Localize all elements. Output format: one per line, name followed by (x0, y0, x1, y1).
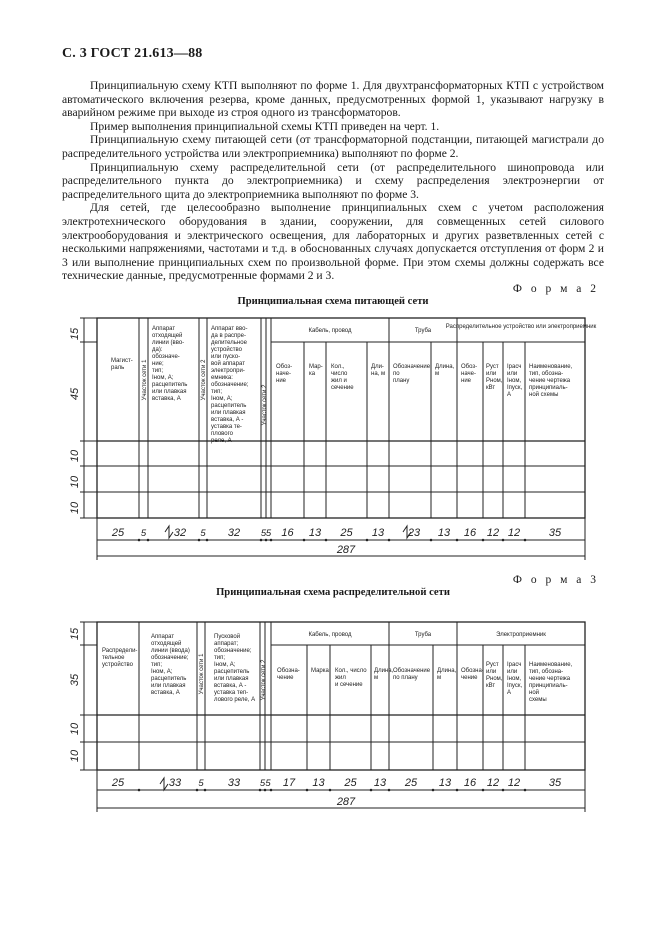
header-line: или (486, 669, 497, 675)
header-line: на, м (371, 371, 386, 377)
header-line: расцепитель (214, 669, 250, 675)
col-main-header (102, 648, 137, 668)
width-label: 23 (407, 527, 421, 539)
header-line: ка (309, 371, 316, 377)
paragraph: Пример выполнения принципиальной схемы КТП приведен на черт. 1. (90, 119, 440, 133)
col-dev-p-header (486, 364, 503, 391)
header-line: Аппарат (152, 326, 176, 332)
header-line: Pном, (486, 676, 503, 682)
header-line: отходящей (152, 333, 183, 339)
header-line: наче- (461, 371, 476, 377)
header-line: расцепитель (152, 382, 188, 388)
header-line: устройство (102, 662, 133, 668)
header-line: линии (вво- (152, 340, 185, 346)
header-line: или плавкая (211, 410, 246, 416)
header-line: Iном, (507, 378, 522, 384)
group-device-header: Электроприемник (496, 632, 546, 638)
col-cable-oboz-header (276, 364, 292, 384)
header-line: ние (276, 378, 287, 384)
header-line: Pуст (486, 364, 499, 370)
header-line: чение чертежа (529, 676, 571, 682)
header-line: Обозна- (277, 668, 300, 674)
width-label: 12 (486, 777, 500, 789)
header-line: А (507, 392, 512, 398)
total-width-label: 287 (336, 796, 356, 808)
group-pipe-header: Труба (414, 328, 432, 334)
width-label: 13 (308, 527, 322, 539)
col-dev-name-header (529, 662, 573, 703)
header-line: сечение (331, 385, 354, 391)
col-cable-mark-header (311, 668, 329, 674)
header-line: кВт (486, 385, 496, 391)
header-line: тип, обозна- (529, 669, 564, 675)
header-line: Обоз- (461, 364, 478, 370)
header-line: Iрасч (507, 662, 522, 668)
header-line: м (374, 675, 379, 681)
header-line: число (331, 371, 348, 377)
header-line: реле, А (211, 438, 232, 444)
width-label: 25 (111, 527, 125, 539)
width-label: 32 (173, 527, 187, 539)
header-line: делительное (211, 340, 247, 346)
height-label: 10 (69, 449, 81, 463)
header-line: емника: (211, 375, 233, 381)
height-label: 15 (69, 327, 81, 341)
header-line: Iпуск, (507, 683, 523, 689)
group-cable-header: Кабель, провод (308, 632, 352, 638)
col-cable-mark-header (309, 364, 323, 377)
header-line: ной схемы (529, 392, 559, 398)
header-line: тип; (214, 655, 226, 661)
header-line: да): (152, 347, 163, 353)
col-cable-kol-header (331, 364, 354, 391)
header-line: Магист- (111, 358, 133, 364)
header-line: чение чертежа (529, 378, 571, 384)
header-line: электропри- (211, 368, 245, 374)
width-label: 5 (259, 778, 266, 789)
header-line: наче- (276, 371, 291, 377)
header-line: тельное (102, 655, 125, 661)
width-label: 12 (486, 527, 500, 539)
header-line: Кол., число (335, 668, 367, 674)
form2-label: Ф о р м а 2 (512, 283, 599, 295)
width-label: 32 (227, 527, 241, 539)
col-app1-header (151, 634, 190, 696)
width-label: 33 (227, 777, 241, 789)
header-line: Pуст (486, 662, 499, 668)
paragraph: Принципиальную схему распределительной сети (от распределительного шинопровода или распределительного пункта до электроприемника) и схему распределения электроэнергии от распределительного щита до электроприемника выполняют по форме 3. (62, 160, 604, 201)
col-main-header (111, 358, 133, 371)
header-line: Iном, А; (214, 662, 236, 668)
header-line: и сечение (335, 682, 363, 688)
header-line: по (393, 371, 400, 377)
col-uch2-header: Участок сети 2 (201, 359, 207, 401)
header-line: тип; (152, 368, 164, 374)
header-line: Iпуск, (507, 385, 523, 391)
header-line: обозначение; (211, 382, 249, 388)
width-label: 13 (437, 527, 451, 539)
header-line: или плавкая (151, 683, 186, 689)
width-label: 13 (373, 777, 387, 789)
col-uch2-header: Участок сети 2 (261, 659, 267, 701)
header-line: Iрасч (507, 364, 522, 370)
height-label: 10 (69, 501, 81, 515)
header-line: раль (111, 365, 125, 371)
header-line: или пуско- (211, 354, 241, 360)
form3-table (0, 612, 661, 822)
width-label: 25 (111, 777, 125, 789)
header-line: Дли- (371, 364, 384, 370)
header-line: ние (461, 378, 472, 384)
header-line: да в распре- (211, 333, 246, 339)
height-label: 10 (69, 749, 81, 763)
header-line: А (507, 690, 512, 696)
header-line: отходящей (151, 641, 182, 647)
col-dev-i-header (507, 364, 522, 398)
header-line: вставка, А (151, 690, 180, 696)
header-line: ние; (152, 361, 164, 367)
header-line: принципиаль- (529, 683, 568, 689)
header-line: по плану (393, 675, 418, 681)
height-label: 15 (69, 627, 81, 641)
header-line: м (437, 675, 442, 681)
header-line: Длина, (435, 364, 455, 370)
form2-table (0, 310, 661, 570)
group-pipe-header: Труба (414, 632, 432, 638)
header-line: ной (529, 690, 540, 696)
col-dev-oboz-header (461, 668, 484, 681)
col-pipe-plan-header (393, 668, 431, 681)
width-label: 25 (344, 777, 357, 789)
header-line: Обозначение (393, 668, 431, 674)
width-label: 5 (200, 528, 206, 539)
col-dev-i-header (507, 662, 522, 696)
header-line: расцепитель (211, 403, 247, 409)
width-label: 5 (265, 778, 271, 789)
col-pipe-dl-header (437, 668, 457, 681)
paragraph: Принципиальную схему КТП выполняют по форме 1. Для двухтрансформаторных КТП с устройством автоматического включения резерва, кроме данных, предусмотренных формой 1, указывают нагрузку в аварийном режиме при выходе из строя одного из трансформаторов. (62, 79, 604, 120)
header-line: или плавкая (214, 676, 249, 682)
width-label: 5 (265, 528, 272, 539)
header-line: м (435, 371, 440, 377)
header-line: Iном, А; (152, 375, 174, 381)
header-line: Длина, (437, 668, 457, 674)
header-line: Обозначение (393, 364, 431, 370)
width-label: 5 (260, 528, 267, 539)
group-device-header: Распределительное устройство или электроприемник (445, 324, 597, 330)
height-label: 10 (69, 722, 81, 736)
paragraph: Для сетей, где целесообразно выполнение принципиальных схем с учетом расположения электротехнического оборудования в здании, сооружении, для совмещенных сетей силового электрооборудования и электрического освещения, для лабораторных и других разветвленных сетей с несколькими напряжениями, частотами и т.д. в обоснованных случаях допускается отступления от форм 2 и 3 или выполнение принципиальных схем по произвольной форме. При этом схемы должны содержать все технические данные, предусмотренные формами 2 и 3. (62, 201, 604, 283)
width-label: 16 (463, 777, 477, 789)
form3-title: Принципиальная схема распределительной сети (216, 587, 450, 598)
header-line: линии (ввода) (151, 648, 190, 654)
width-label: 25 (340, 527, 353, 539)
header-line: принципиаль- (529, 385, 568, 391)
header-line: или (507, 669, 518, 675)
width-label: 17 (282, 777, 296, 789)
header-line: чение (277, 675, 294, 681)
height-label: 35 (69, 673, 81, 687)
header-line: схемы (529, 697, 547, 703)
height-label: 10 (69, 475, 81, 489)
col-dev-p-header (486, 662, 503, 689)
header-line: обозначение; (151, 655, 189, 661)
header-line: Обоз- (276, 364, 293, 370)
header-line: Пусковой (214, 634, 241, 640)
header-line: Длина, (374, 668, 394, 674)
header-line: Iном, (507, 676, 522, 682)
header-line: обозначение; (214, 648, 252, 654)
header-line: Кол., (331, 364, 345, 370)
header-line: Наименование, (529, 364, 573, 370)
header-line: Pном, (486, 378, 503, 384)
width-label: 13 (438, 777, 452, 789)
header-line: Iном, А; (211, 396, 233, 402)
header-line: или (486, 371, 497, 377)
total-width-label: 287 (336, 544, 356, 556)
header-line: или (507, 371, 518, 377)
header-line: плового (211, 431, 234, 437)
col-pipe-dl-header (435, 364, 455, 377)
width-label: 5 (198, 778, 204, 789)
col-uch3-header: Участок сети 2 (262, 384, 268, 426)
col-app2-header (211, 326, 249, 444)
width-label: 35 (548, 527, 562, 539)
header-line: расцепитель (151, 676, 187, 682)
header-line: тип, обозна- (529, 371, 564, 377)
header-line: тип; (211, 389, 223, 395)
width-label: 16 (281, 527, 294, 539)
height-label: 45 (69, 387, 81, 401)
col-cable-oboz-header (277, 668, 300, 681)
width-label: 35 (548, 777, 562, 789)
width-label: 13 (312, 777, 325, 789)
header-line: лового реле, А (214, 697, 256, 703)
header-line: уставка теп- (214, 690, 249, 696)
header-line: жил (335, 675, 346, 681)
header-line: аппарат; (214, 641, 239, 647)
col-uch1-header: Участок сети 1 (142, 359, 148, 401)
col-cable-dl-header (374, 668, 394, 681)
header-line: вставка, А - (211, 417, 244, 423)
header-line: уставка те- (211, 424, 242, 430)
header-line: тип; (151, 662, 163, 668)
paragraph: Принципиальную схему питающей сети (от трансформаторной подстанции, питающей магистрали до распределительного устройства или электроприемника) выполняют по форме 2. (62, 133, 604, 160)
header-line: Iном, А; (151, 669, 173, 675)
header-line: плану (393, 378, 410, 384)
header-line: вставка, А - (214, 683, 247, 689)
width-label: 13 (371, 527, 385, 539)
header-line: Обозна- (461, 668, 484, 674)
col-app2-header (214, 633, 255, 703)
col-app1-header (152, 326, 187, 402)
header-line: жил и (331, 378, 347, 384)
header-line: вставка, А (152, 396, 181, 402)
col-pipe-plan-header (393, 364, 431, 384)
col-cable-kol-header (335, 668, 367, 688)
header-line: обозначе- (152, 354, 180, 360)
col-uch1-header: Участок сети 1 (199, 653, 205, 695)
header-line: или плавкая (152, 389, 187, 395)
header-line: устройство (211, 347, 242, 353)
header-line: Наименование, (529, 662, 573, 668)
width-label: 25 (404, 777, 418, 789)
width-label: 16 (463, 527, 477, 539)
group-cable-header: Кабель, провод (308, 328, 352, 334)
width-label: 12 (507, 777, 521, 789)
body-text (62, 79, 604, 283)
width-label: 5 (140, 528, 147, 539)
width-label: 12 (507, 527, 521, 539)
col-dev-oboz-header (461, 364, 477, 384)
header-line: Аппарат (151, 634, 175, 640)
form3-label: Ф о р м а 3 (512, 574, 599, 586)
header-line: чение (461, 675, 478, 681)
page-header: С. 3 ГОСТ 21.613—88 (62, 46, 203, 61)
header-line: Мар- (309, 364, 323, 370)
col-dev-name-header (529, 364, 573, 398)
header-line: вой аппарат (211, 361, 245, 367)
col-cable-dl-header (371, 364, 385, 377)
header-line: Аппарат вво- (211, 326, 248, 332)
header-line: Распредели- (102, 648, 138, 654)
width-label: 33 (168, 777, 182, 789)
header-line: Марка (311, 668, 329, 674)
form2-title: Принципиальная схема питающей сети (237, 296, 429, 307)
header-line: кВт (486, 683, 496, 689)
